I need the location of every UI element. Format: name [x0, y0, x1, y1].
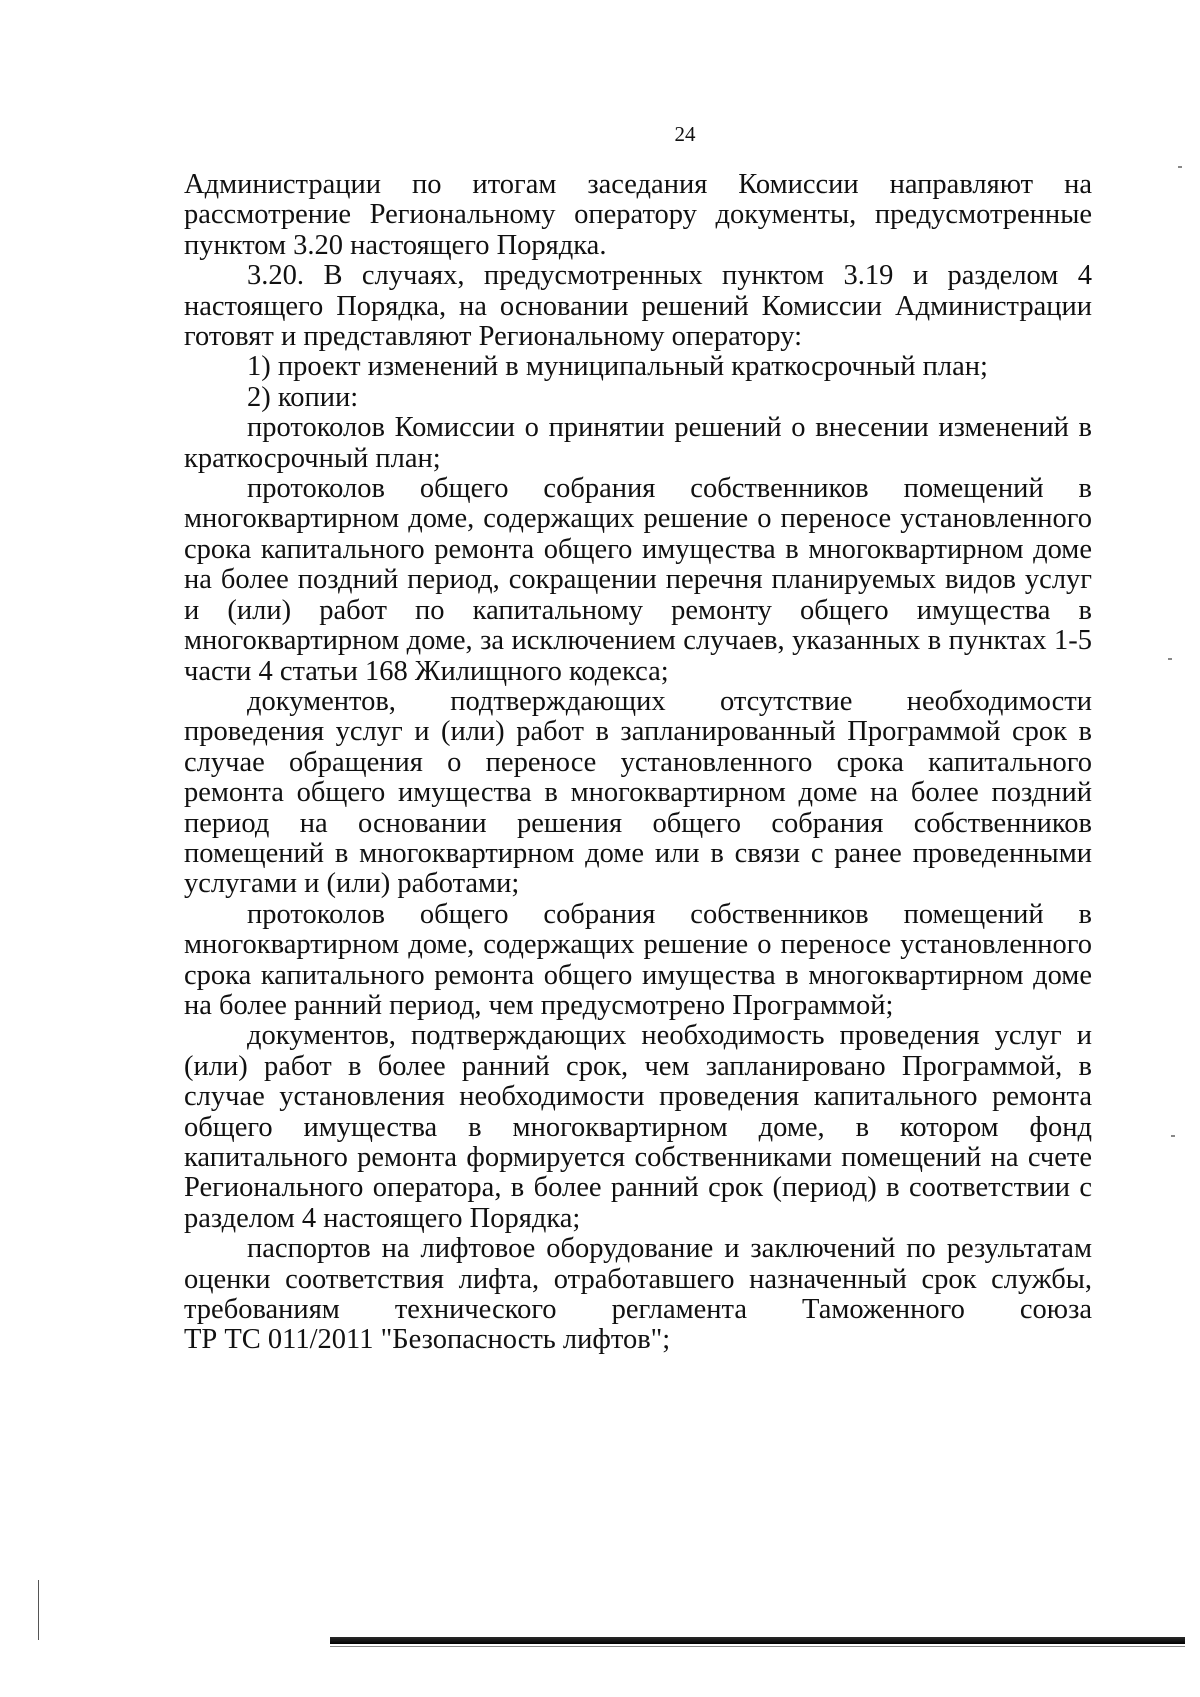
scan-bottom-rule	[330, 1637, 1185, 1644]
scan-bottom-rule-shadow	[330, 1646, 1185, 1647]
paragraph-owners-protocols-earlier: протоколов общего собрания собственников помещений в многоквартирном доме, содержащих решение о переносе установленного срока капитального ремонта общего имущества в многоквартирном доме на более ранний период, чем предусмотрено Программой;	[184, 898, 1092, 1021]
paragraph-elevator-passports: паспортов на лифтовое оборудование и заключений по результатам оценки соответствия лифта, отработавшего назначенный срок службы, требованиям технического регламента Таможенного союза	[184, 1233, 1092, 1326]
paragraph-documents-need: документов, подтверждающих необходимость проведения услуг и (или) работ в более ранний срок, чем запланировано Программой, в случае установления необходимости проведения капитального ремонта общего имущества в многоквартирном доме, в котором фонд капитального ремонта формируется собственниками помещений на счете Регионального оператора, в более ранний срок (период) в соответствии с разделом 4 настоящего Порядка;	[184, 1020, 1092, 1234]
paragraph-owners-protocols-later: протоколов общего собрания собственников помещений в многоквартирном доме, содержащих решение о переносе установленного срока капитального ремонта общего имущества в многоквартирном доме на более поздний период, сокращении перечня планируемых видов услуг и (или) работ по капитальному ремонту общего имущества в многоквартирном доме, за исключением случаев, указанных в пунктах 1-5 части 4 статьи 168 Жилищного кодекса;	[184, 473, 1092, 687]
paragraph-commission-protocols: протоколов Комиссии о принятии решений о внесении изменений в краткосрочный план;	[184, 412, 1092, 474]
list-item-1: 1) проект изменений в муниципальный краткосрочный план;	[247, 351, 988, 383]
scan-speck	[1178, 166, 1182, 168]
document-body	[184, 170, 1092, 1356]
paragraph-documents-no-need: документов, подтверждающих отсутствие необходимости проведения услуг и (или) работ в запланированный Программой срок в случае обращения о переносе установленного срока капитального ремонта общего имущества в многоквартирном доме на более поздний период на основании решения общего собрания собственников помещений в многоквартирном доме или в связи с ранее проведенными услугами и (или) работами;	[184, 685, 1092, 900]
scan-speck	[1168, 658, 1172, 660]
paragraph-tr-ts: ТР ТС 011/2011 "Безопасность лифтов";	[184, 1324, 671, 1356]
scan-speck	[1171, 1135, 1175, 1137]
paragraph-continuation: Администрации по итогам заседания Комиссии направляют на рассмотрение Региональному оператору документы, предусмотренные пунктом 3.20 настоящего Порядка.	[184, 169, 1092, 261]
scan-left-margin-mark	[38, 1580, 39, 1640]
list-item-2: 2) копии:	[247, 381, 359, 413]
paragraph-3-20: 3.20. В случаях, предусмотренных пунктом 3.19 и разделом 4 настоящего Порядка, на основании решений Комиссии Администрации готовят и представляют Региональному оператору:	[184, 260, 1092, 353]
page-number: 24	[674, 122, 696, 146]
